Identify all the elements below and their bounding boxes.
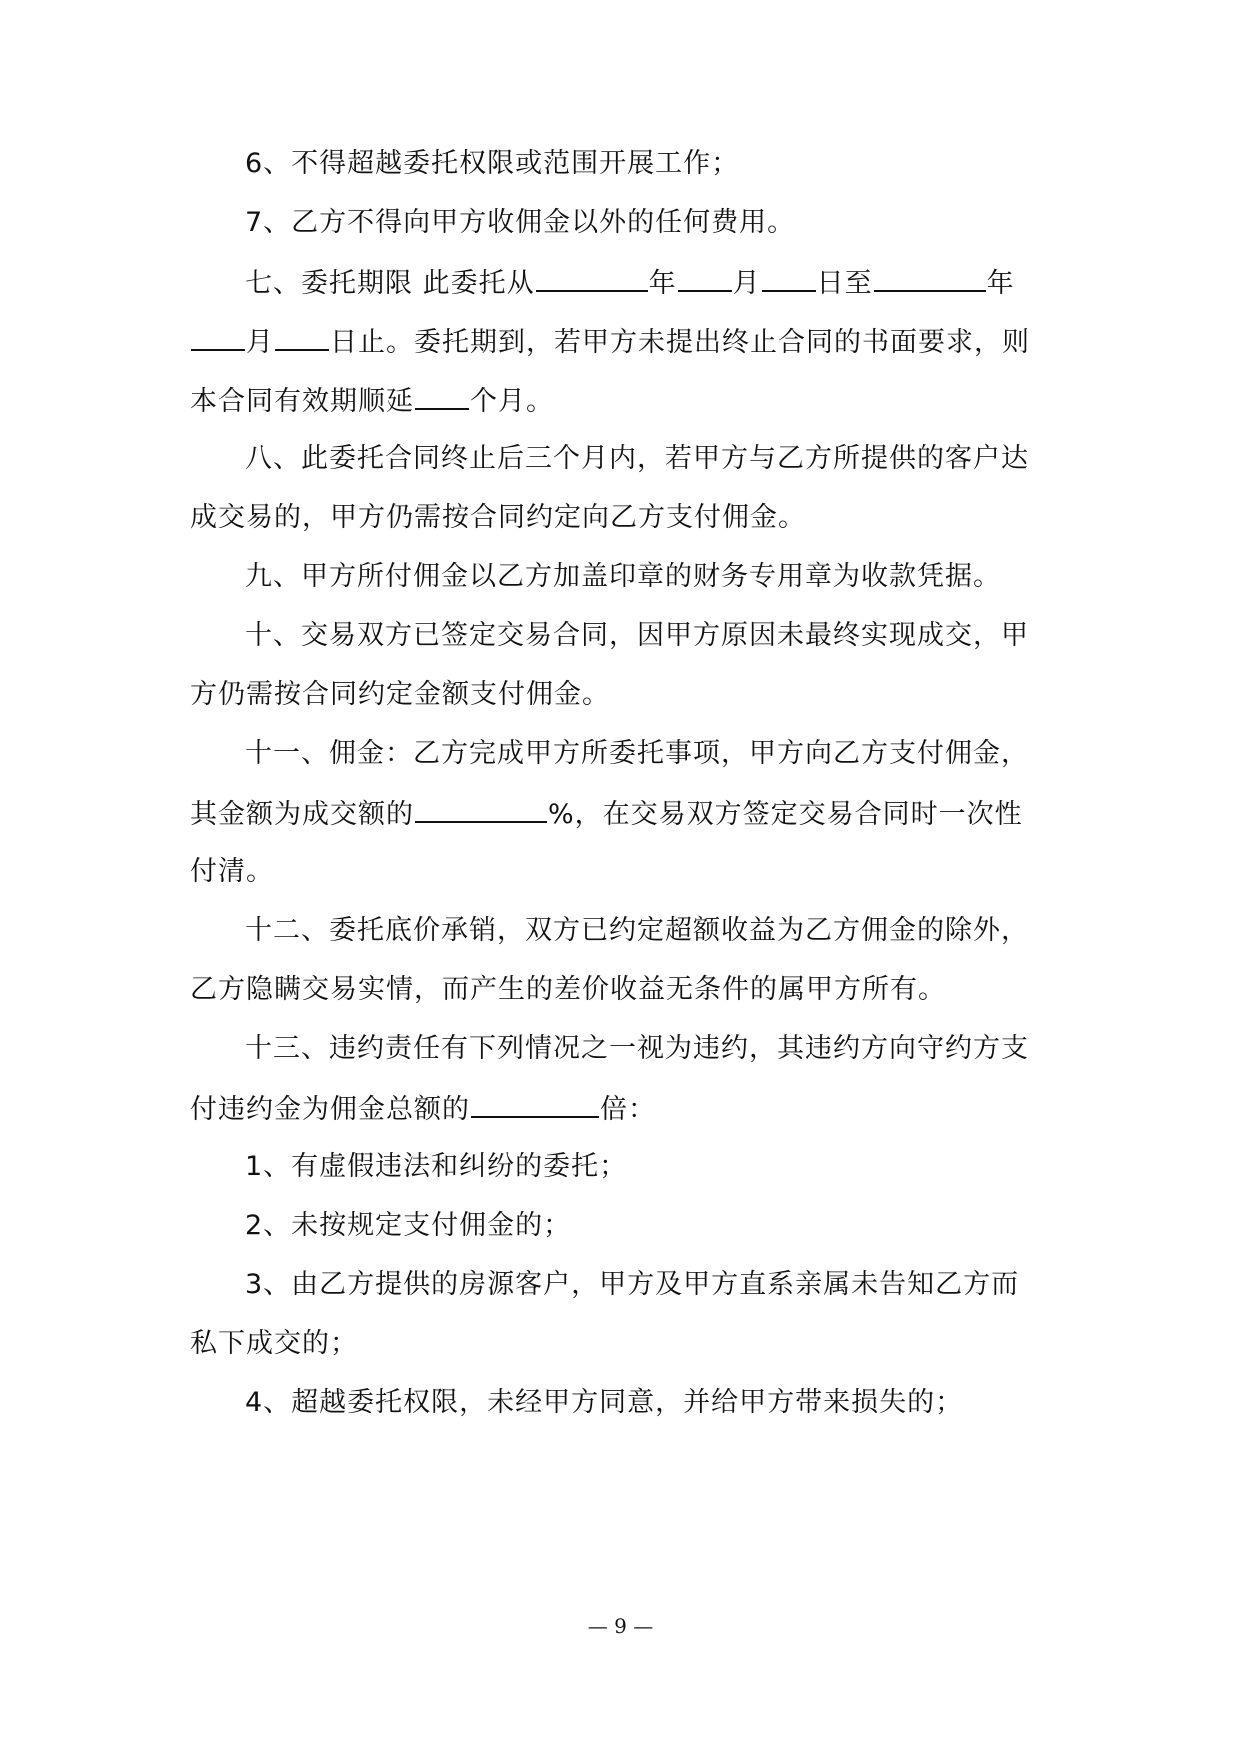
clause-7-year-1: 年 xyxy=(648,268,677,299)
clause-13-sub-1: 1、有虚假违法和纠纷的委托； xyxy=(245,1151,628,1182)
penalty-multiple-blank xyxy=(471,1088,599,1118)
clause-12-line-2: 乙方隐瞒交易实情，而产生的差价收益无条件的属甲方所有。 xyxy=(190,974,946,1005)
clause-12-line-1: 十二、委托底价承销，双方已约定超额收益为乙方佣金的除外， xyxy=(245,915,1029,946)
clause-8-line-1: 八、此委托合同终止后三个月内，若甲方与乙方所提供的客户达 xyxy=(245,443,1029,474)
clause-13-sub-3-line-1: 3、由乙方提供的房源客户，甲方及甲方直系亲属未告知乙方而 xyxy=(245,1269,1020,1300)
clause-10-line-2: 方仍需按合同约定金额支付佣金。 xyxy=(190,679,610,710)
clause-11-line-1: 十一、佣金：乙方完成甲方所委托事项，甲方向乙方支付佣金， xyxy=(245,738,1029,769)
clause-7-year-2: 年 xyxy=(986,268,1015,299)
clause-7-line-3 xyxy=(190,380,554,422)
clause-7-line-1 xyxy=(245,262,1015,304)
clause-7-lead: 七、委托期限 此委托从 xyxy=(245,268,535,299)
start-day-blank xyxy=(762,262,816,292)
clause-10-line-1: 十、交易双方已签定交易合同，因甲方原因未最终实现成交，甲 xyxy=(245,620,1029,651)
clause-7-month-1: 月 xyxy=(732,268,761,299)
clause-13-sub-4: 4、超越委托权限，未经甲方同意，并给甲方带来损失的； xyxy=(245,1387,964,1418)
item-7-line: 7、乙方不得向甲方收佣金以外的任何费用。 xyxy=(245,207,796,238)
clause-11-line2-tail: %，在交易双方签定交易合同时一次性 xyxy=(548,799,1023,830)
clause-11-line-3: 付清。 xyxy=(190,856,274,887)
clause-9-line: 九、甲方所付佣金以乙方加盖印章的财务专用章为收款凭据。 xyxy=(245,561,1001,592)
clause-13-line2-tail: 倍： xyxy=(600,1094,656,1125)
end-month-blank xyxy=(191,321,245,351)
page-number: — 9 — xyxy=(587,1614,654,1638)
clause-7-month-2: 月 xyxy=(246,327,274,358)
clause-11-line-2 xyxy=(190,793,1023,835)
clause-7-line3-tail: 个月。 xyxy=(470,386,554,417)
clause-13-line-2 xyxy=(190,1088,656,1130)
clause-7-day-end: 日止。委托期到，若甲方未提出终止合同的书面要求，则 xyxy=(330,327,1030,358)
start-month-blank xyxy=(678,262,732,292)
clause-8-line-2: 成交易的，甲方仍需按合同约定向乙方支付佣金。 xyxy=(190,502,806,533)
item-6-line: 6、不得超越委托权限或范围开展工作； xyxy=(245,148,740,179)
extension-months-blank xyxy=(415,380,469,410)
clause-13-line-1: 十三、违约责任有下列情况之一视为违约，其违约方向守约方支 xyxy=(245,1033,1029,1064)
start-year-blank xyxy=(536,262,648,292)
end-day-blank xyxy=(275,321,329,351)
clause-13-sub-2: 2、未按规定支付佣金的； xyxy=(245,1210,572,1241)
clause-7-day-to: 日至 xyxy=(816,268,873,299)
clause-7-line-2 xyxy=(190,321,1030,363)
commission-percent-blank xyxy=(415,793,547,823)
end-year-blank xyxy=(874,262,986,292)
clause-13-line2-lead: 付违约金为佣金总额的 xyxy=(190,1094,470,1125)
clause-13-sub-3-line-2: 私下成交的； xyxy=(190,1328,358,1359)
clause-11-line2-lead: 其金额为成交额的 xyxy=(190,799,414,830)
clause-7-line3-lead: 本合同有效期顺延 xyxy=(190,386,414,417)
